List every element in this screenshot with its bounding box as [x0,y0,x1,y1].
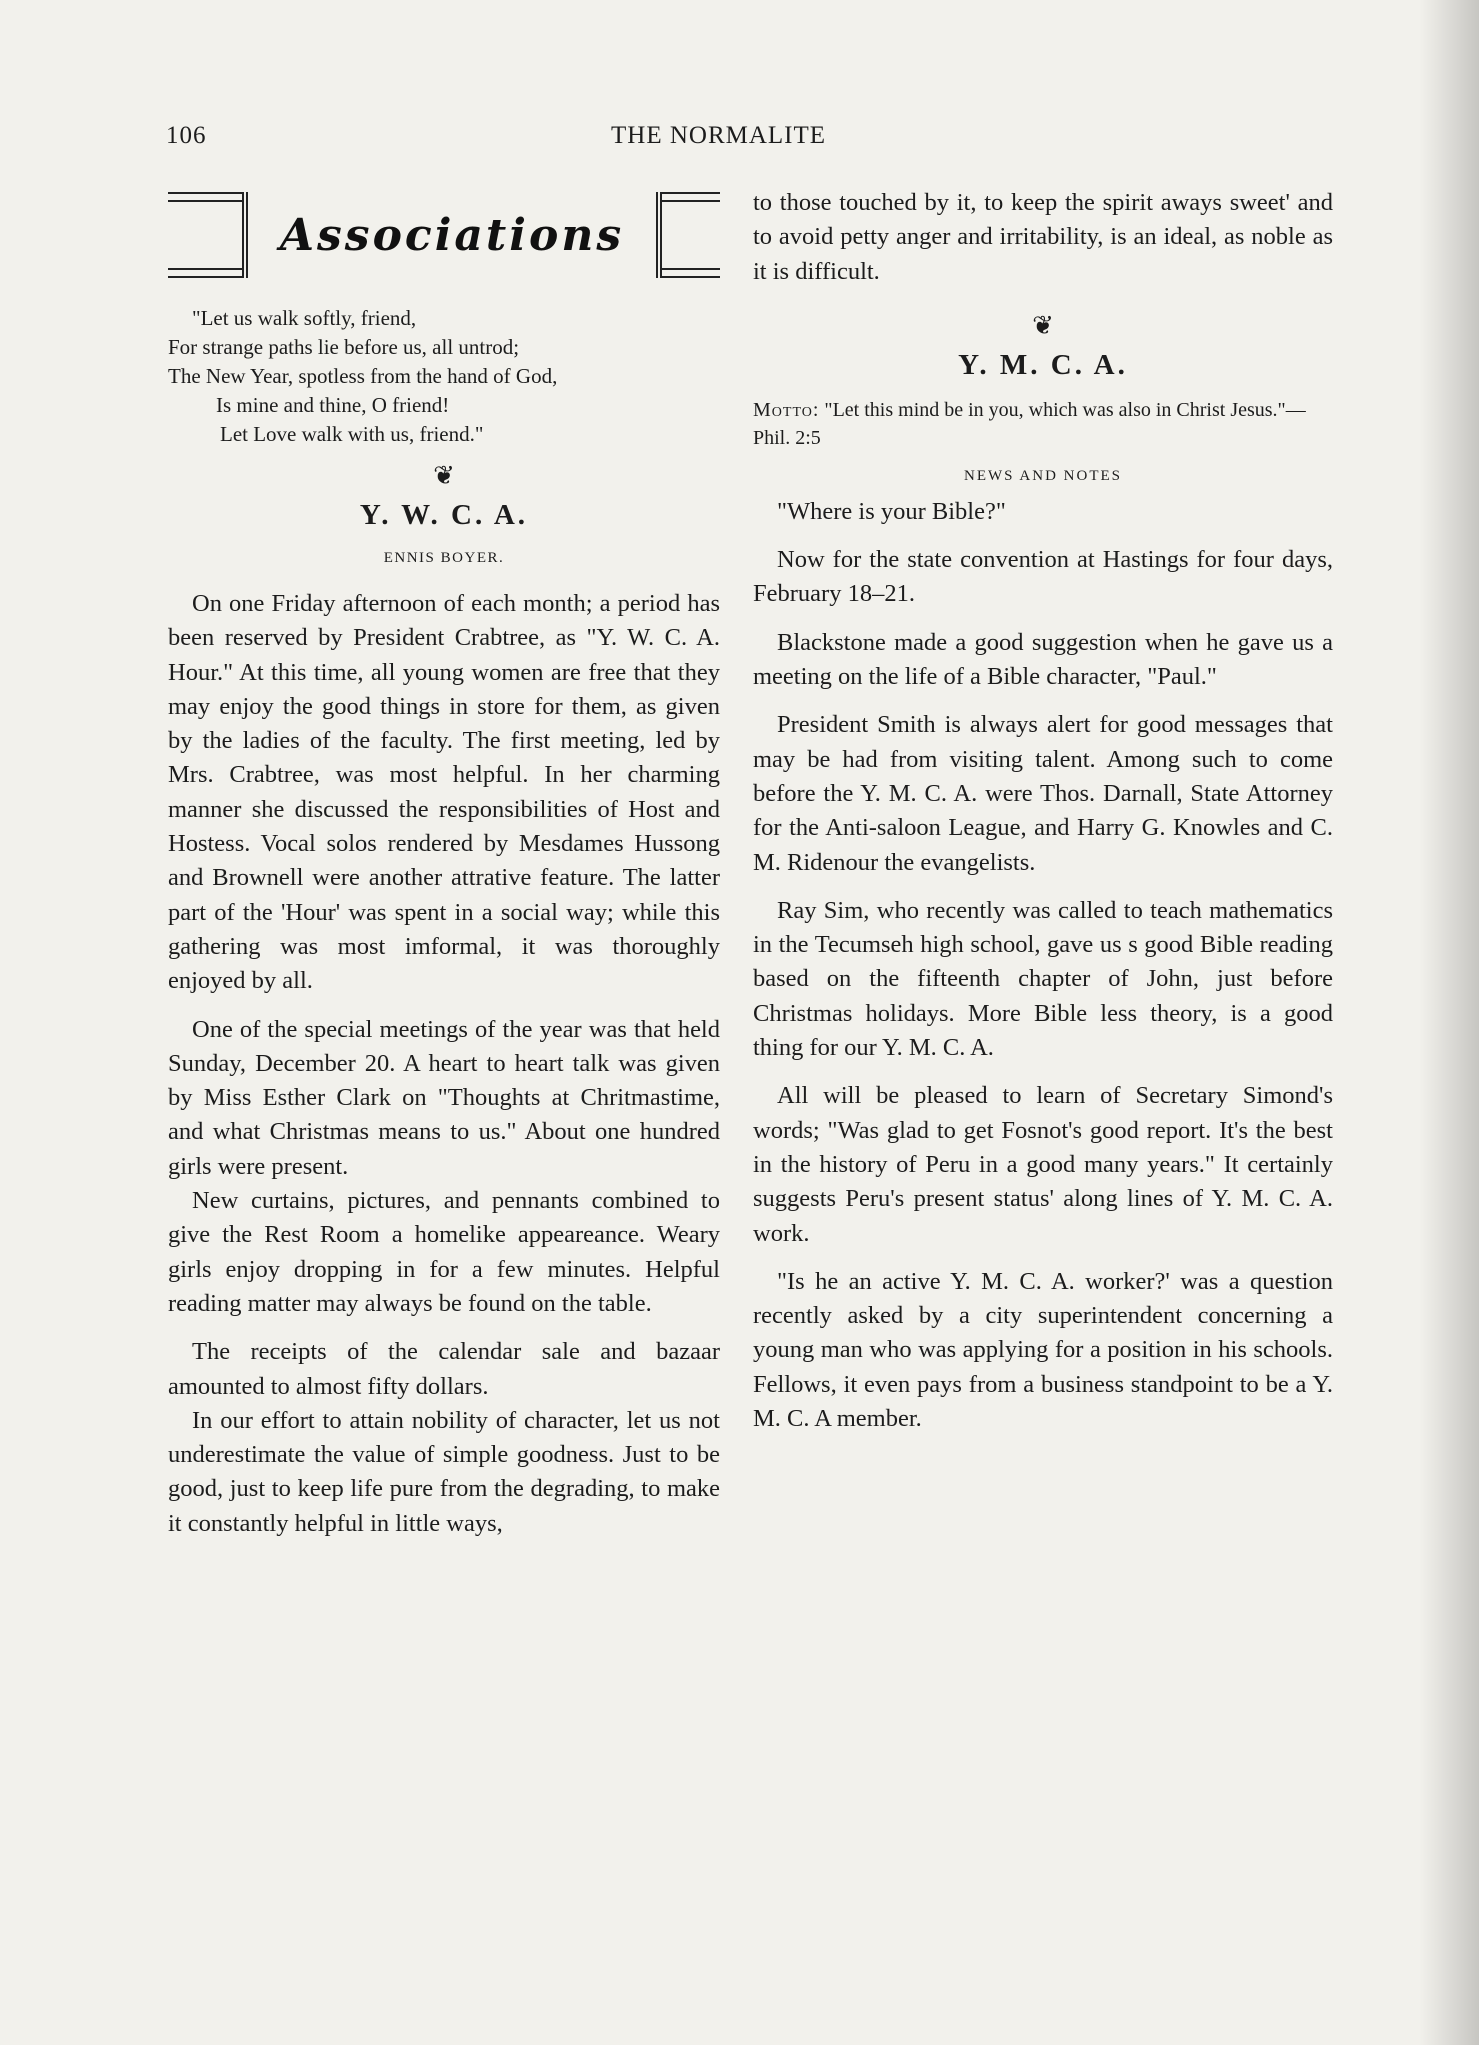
paragraph: In our effort to attain nobility of character, let us not underestimate the value of simple goodness. Just to be good, just to keep life pure from the degrading, to make it constantly helpful in little ways, [168,1406,720,1537]
paragraph: One of the special meetings of the year was that held Sunday, December 20. A heart to heart talk was given by Miss Esther Clark on "Thoughts at Chritmastime, and what Christmas means to us." About one hundred girls were present. [168,1015,720,1180]
paragraph: Blackstone made a good suggestion when he gave us a meeting on the life of a Bible character, "Paul." [753,628,1333,691]
motto-text: "Let this mind be in you, which was also in Christ Jesus."—Phil. 2:5 [753,398,1306,449]
poem-line: For strange paths lie before us, all untrod; [168,335,520,359]
ymca-heading: Y. M. C. A. [958,348,1128,381]
poem-line: "Let us walk softly, friend, [192,306,417,330]
paragraph: The receipts of the calendar sale and bazaar amounted to almost fifty dollars. [168,1338,720,1400]
paragraph: "Is he an active Y. M. C. A. worker?' was a question recently asked by a city superintendent concerning a young man who was applying for a position in his schools. Fellows, it even pays from a business standpoint to be a Y. M. C. A member. [753,1267,1333,1433]
paragraph: President Smith is always alert for good messages that may be had from visiting talent. Among such to come before the Y. M. C. A. were Thos. Darnall, State Attorney for the Anti-saloon League, and Harry G. Knowles and C. M. Ridenour the evangelists. [753,711,1333,876]
ornament-icon: ❦ [1032,310,1054,340]
page-number: 106 [166,122,207,149]
section-banner [168,186,720,282]
ornament-icon: ❦ [433,461,455,490]
ymca-motto [753,396,1333,452]
paragraph: Ray Sim, who recently was called to teach mathematics in the Tecumseh high school, gave us s good Bible reading based on the fifteenth chapter of John, just before Christmas holidays. More Bible less theory, is a good thing for our Y. M. C. A. [753,896,1333,1062]
banner-title: Associations [279,209,625,261]
paragraph: New curtains, pictures, and pennants combined to give the Rest Room a homelike appeareance. Weary girls enjoy dropping in for a few minutes. Helpful reading matter may always be found on the table. [168,1187,720,1317]
paragraph: All will be pleased to learn of Secretary Simond's words; "Was glad to get Fosnot's good report. It's the best in the history of Peru in a good many years." It certainly suggests Peru's present status' along lines of Y. M. C. A. work. [753,1082,1333,1247]
epigraph-poem [168,304,720,449]
banner-box [242,192,662,278]
news-subhead: NEWS AND NOTES [964,467,1122,484]
poem-line: Is mine and thine, O friend! [216,393,450,417]
poem-line: The New Year, spotless from the hand of God, [168,364,558,388]
continued-paragraph: to those touched by it, to keep the spirit aways sweet' and to avoid petty anger and irritability, is an ideal, as noble as it is difficult. [753,189,1333,285]
ywca-byline: ENNIS BOYER. [383,550,505,566]
poem-line: Let Love walk with us, friend." [220,422,484,446]
motto-label: Motto: [753,398,820,421]
running-title: THE NORMALITE [611,122,827,149]
left-column [168,186,720,1541]
page-edge-shadow [1419,0,1479,2045]
ywca-heading: Y. W. C. A. [359,499,529,531]
paragraph: "Where is your Bible?" [777,497,1006,525]
right-column [753,186,1333,1436]
paragraph: Now for the state convention at Hastings for four days, February 18–21. [753,546,1333,608]
paragraph: On one Friday afternoon of each month; a period has been reserved by President Crabtree, as "Y. W. C. A. Hour." At this time, all young women are free that they may enjoy the good things in store for them, as given by the ladies of the faculty. The first meeting, led by Mrs. Crabtree, was most helpful. In her charming manner she discussed the responsibilities of Host and Hostess. Vocal solos rendered by Mesdames Hussong and Brownell were another attrative feature. The latter part of the 'Hour' was spent in a social way; while this gathering was most imformal, it was thoroughly enjoyed by all. [168,590,720,995]
